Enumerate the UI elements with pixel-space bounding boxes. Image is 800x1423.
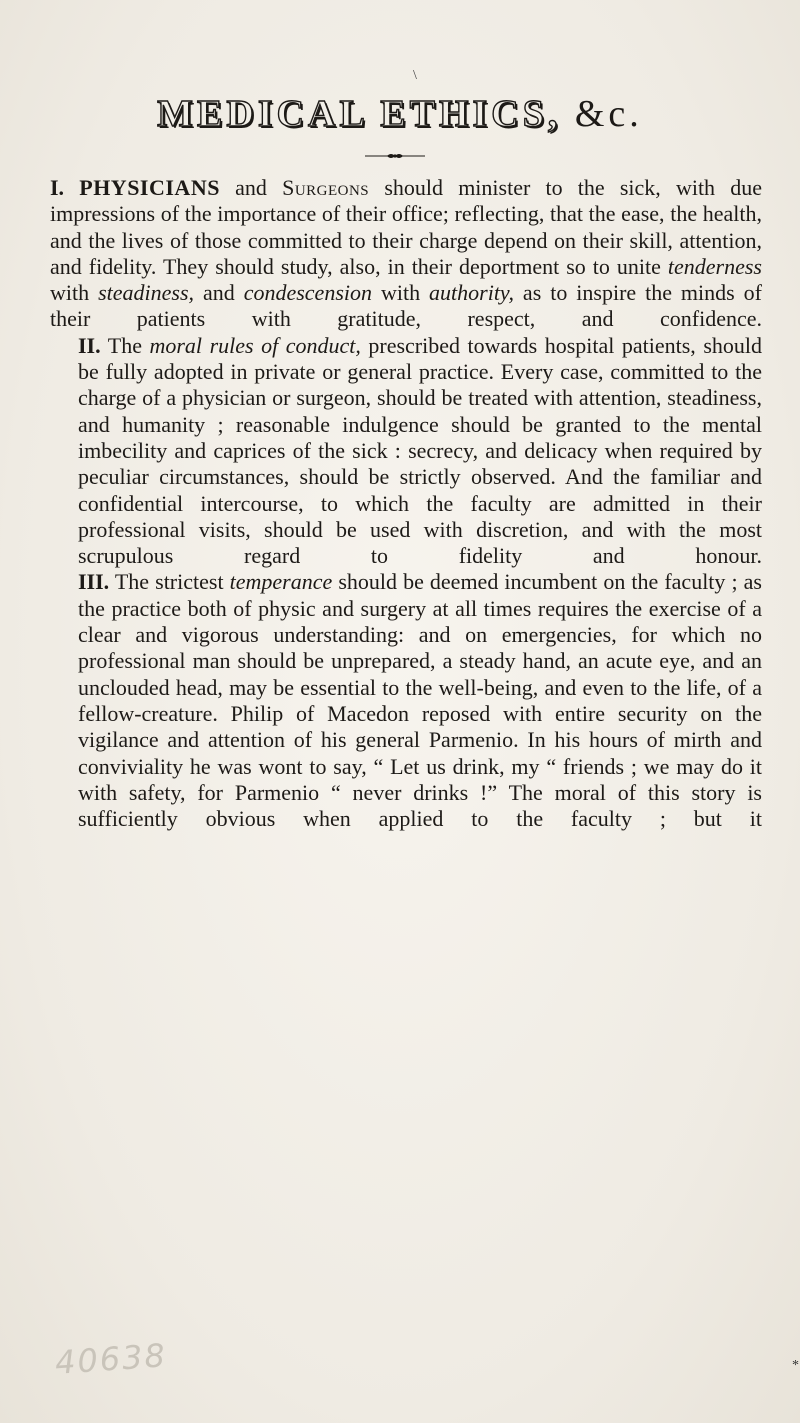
body-text-segment: should minister to the sick, with due impressions of the importance of their office; reflecting, that the ease, the health, and the lives of those committed to their charge depend on their skill, attention, and fidelity. They should study, also, in their deportment so to unite — [50, 175, 762, 279]
article-body — [50, 175, 762, 832]
paragraph-1 — [50, 175, 762, 333]
small-caps-text: Surgeons — [282, 175, 370, 200]
library-stamp: 40638 — [53, 1336, 168, 1382]
body-text-segment: The strictest — [114, 569, 230, 595]
title-word-ethics: ETHICS, — [380, 93, 562, 135]
paragraph-number: II. — [78, 332, 101, 358]
body-text-segment: prescribed towards hospital patients, should be fully adopted in private or general practice. Every case, committed to the charge of a physician or surgeon, should be treated with attention, steadiness, and humanity ; reasonable indulgence should be granted to the mental imbecility and caprices of the sick : secrecy, and delicacy when required by peculiar circumstances, should be strictly observed. And the familiar and confidential intercourse, to which the faculty are admitted in their professional visits, should be used with discretion, and with the most scrupulous regard to fidelity and honour. — [78, 332, 762, 569]
emphasized-text: condescension — [243, 280, 372, 306]
emphasized-text: temperance — [229, 569, 333, 595]
body-text-segment: with — [372, 280, 430, 306]
body-text-segment: and — [194, 280, 244, 306]
title-word-etc: &c. — [574, 93, 643, 135]
divider-ornament-icon — [365, 151, 425, 161]
emphasized-text: authority, — [429, 280, 514, 306]
paragraph-number: I. — [50, 175, 65, 200]
title-word-medical: MEDICAL — [157, 93, 367, 135]
paragraph-lead-word: PHYSICIANS — [79, 175, 220, 200]
body-text-segment: should be deemed incumbent on the faculty ; as the practice both of physic and surgery at all times requires the exercise of a clear and vigorous understanding: and on emergencies, for which no professional man should be unprepared, a steady hand, an acute eye, and an unclouded head, may be essential to the well-being, and even to the life, of a fellow-creature. Philip of Macedon reposed with entire security on the vigilance and attention of his general Parmenio. In his hours of mirth and conviviality he was wont to say, “ Let us drink, my “ friends ; we may do it with safety, for Parmenio “ never drinks !” The moral of this story is sufficiently obvious when applied to the faculty ; but it — [78, 569, 762, 832]
top-mark: \ — [413, 68, 417, 83]
emphasized-text: moral rules of conduct, — [149, 332, 361, 358]
body-text-segment: and — [219, 175, 283, 200]
body-text-segment: as to inspire the minds of their patients with gratitude, respect, and confidence. — [50, 280, 762, 332]
paragraph-3 — [50, 569, 762, 832]
body-text-segment: The — [107, 332, 150, 358]
body-text-segment: with — [50, 280, 99, 306]
paragraph-2 — [50, 333, 762, 570]
emphasized-text: tenderness — [667, 253, 762, 279]
page-title — [0, 92, 800, 136]
edge-mark: * — [792, 1358, 799, 1373]
emphasized-text: steadiness, — [98, 280, 195, 306]
paragraph-number: III. — [78, 569, 110, 595]
